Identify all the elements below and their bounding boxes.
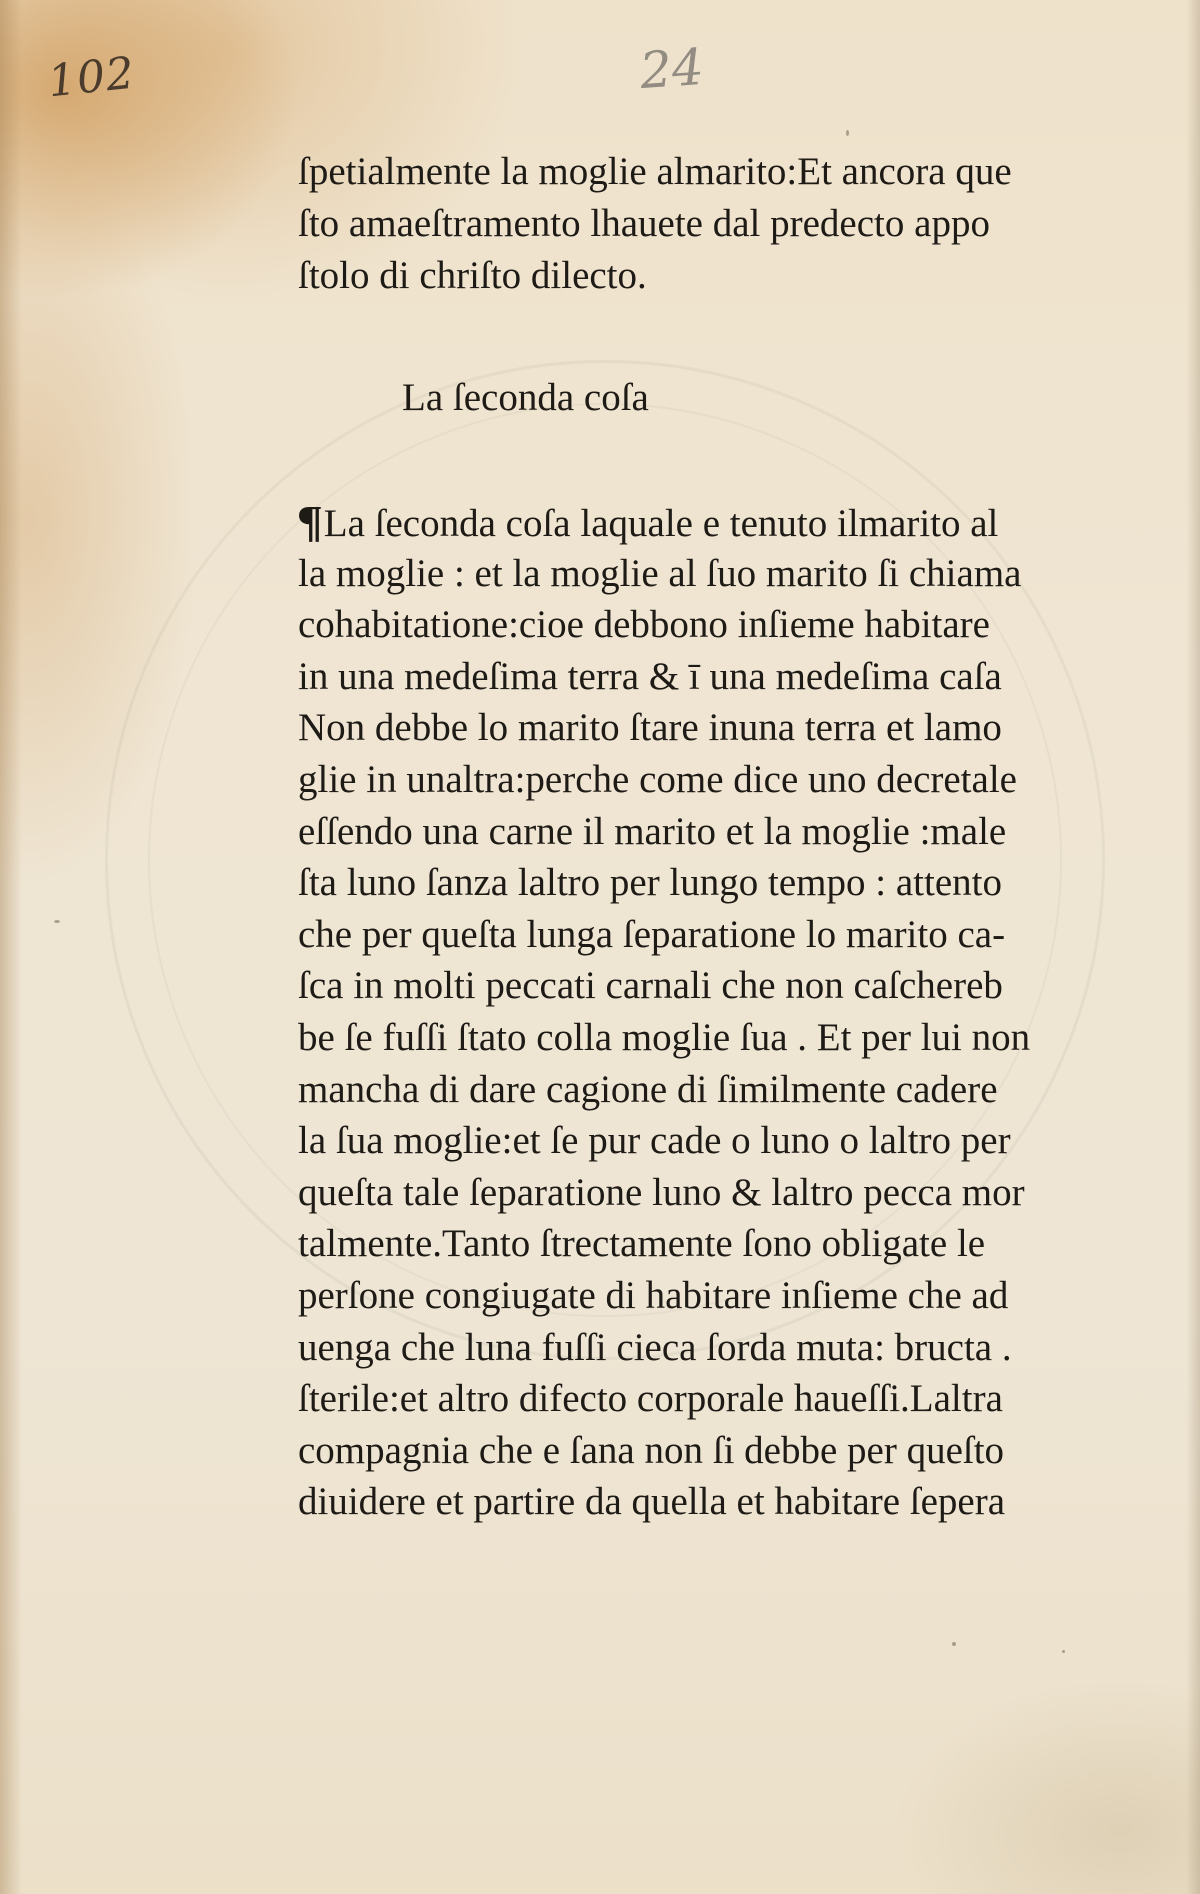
paper-speck (952, 1642, 956, 1646)
section-heading: La ſeconda coſa (402, 376, 649, 419)
text-line: be ſe fuſſi ſtato colla moglie ſua . Et per lui non (298, 1015, 1031, 1059)
text-line: che per queſta lunga ſeparatione lo marito ca- (298, 912, 1006, 956)
text-line: la ſua moglie:et ſe pur cade o luno o laltro per (298, 1119, 1011, 1163)
text-line-content: La ſeconda coſa laquale e tenuto ilmarito al (323, 502, 999, 545)
text-line: ſto amaeſtramento lhauete dal predecto appo (298, 202, 990, 245)
text-line: queſta tale ſeparatione luno & laltro pecca mor (298, 1170, 1025, 1214)
text-line: uenga che luna fuſſi cieca ſorda muta: bructa . (298, 1325, 1012, 1369)
pilcrow-mark: ¶ (296, 497, 323, 546)
text-line (298, 496, 1158, 548)
text-block (298, 146, 1158, 1528)
folio-annotation: 102 (45, 47, 138, 108)
text-line: ſtolo di chriſto dilecto. (298, 254, 647, 297)
text-line: mancha di dare cagione di ſimilmente cadere (298, 1067, 998, 1111)
text-line: diuidere et partire da quella et habitare ſepera (298, 1480, 1006, 1524)
text-line: ſterile:et altro difecto corporale haueſſi.Laltra (298, 1377, 1003, 1421)
paper-speck (846, 130, 849, 136)
text-line: ſpetialmente la moglie almarito:Et ancora que (298, 150, 1012, 193)
page-number: 24 (638, 37, 706, 101)
text-line: compagnia che e ſana non ſi debbe per queſto (298, 1428, 1005, 1472)
text-line: la moglie : et la moglie al ſuo marito ſi chiama (298, 551, 1022, 595)
text-line: in una medeſima terra & ī una medeſima caſa (298, 654, 1002, 698)
text-line: talmente.Tanto ſtrectamente ſono obligate le (298, 1222, 986, 1266)
text-line: perſone congiugate di habitare inſieme che ad (298, 1273, 1009, 1317)
paper-speck (54, 920, 60, 923)
text-line: ſta luno ſanza laltro per lungo tempo : attento (298, 861, 1002, 905)
text-line: ſca in molti peccati carnali che non caſchereb (298, 964, 1003, 1008)
paper-speck (1062, 1650, 1065, 1653)
text-line: glie in unaltra:perche come dice uno decretale (298, 757, 1017, 801)
text-line: eſſendo una carne il marito et la moglie :male (298, 809, 1007, 853)
text-line: cohabitatione:cioe debbono inſieme habitare (298, 603, 990, 647)
text-line: Non debbe lo marito ſtare inuna terra et lamo (298, 706, 1002, 750)
